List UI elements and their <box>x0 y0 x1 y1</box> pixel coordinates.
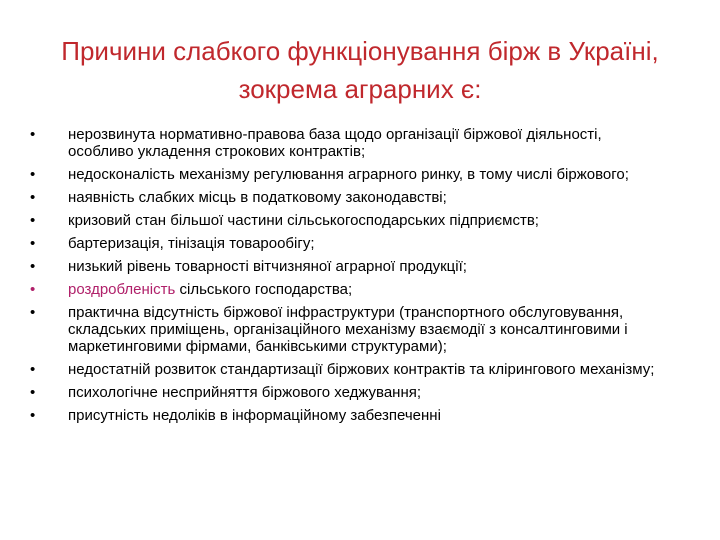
bullet-icon: • <box>30 235 36 252</box>
bullet-icon: • <box>30 126 36 143</box>
bullet-item <box>30 281 670 298</box>
bullet-text: недостатній розвиток стандартизації біржових контрактів та клірингового механізму; <box>68 361 655 378</box>
bullet-item <box>30 235 670 252</box>
bullet-text: практична відсутність біржової інфраструктури (транспортного обслуговування, складських приміщень, організаційного механізму взаємодії з консалтинговими і маркетинговими фірмами, банківськими структурами); <box>68 304 628 355</box>
bullet-text: сільського господарства; <box>175 281 353 298</box>
bullet-icon: • <box>30 281 36 298</box>
bullet-icon: • <box>30 258 36 275</box>
bullet-item <box>30 361 670 378</box>
bullet-icon: • <box>30 407 36 424</box>
bullet-text: наявність слабких місць в податковому законодавстві; <box>68 189 447 206</box>
bullet-item <box>30 189 670 206</box>
bullet-text: низький рівень товарності вітчизняної аграрної продукції; <box>68 258 467 275</box>
bullet-text: кризовий стан більшої частини сільськогосподарських підприємств; <box>68 212 539 229</box>
bullet-highlight: роздробленість <box>68 281 176 298</box>
bullet-item <box>30 212 670 229</box>
bullet-icon: • <box>30 189 36 206</box>
bullet-item <box>30 166 670 183</box>
bullet-icon: • <box>30 361 36 378</box>
bullet-item <box>30 304 670 355</box>
bullet-icon: • <box>30 212 36 229</box>
bullet-icon: • <box>30 304 36 321</box>
bullet-text: нерозвинута нормативно-правова база щодо організації біржової діяльності, особливо укладення строкових контрактів; <box>68 126 602 160</box>
bullet-icon: • <box>30 166 36 183</box>
bullet-text: бартеризація, тінізація товарообігу; <box>68 235 315 252</box>
bullet-list <box>30 126 670 430</box>
bullet-item <box>30 126 670 160</box>
bullet-text: присутність недоліків в інформаційному забезпеченні <box>68 407 441 424</box>
bullet-item <box>30 258 670 275</box>
bullet-item <box>30 384 670 401</box>
bullet-icon: • <box>30 384 36 401</box>
bullet-item <box>30 407 670 424</box>
slide-title: Причини слабкого функціонування бірж в Україні, зокрема аграрних є: <box>61 36 659 104</box>
bullet-text: недосконалість механізму регулювання аграрного ринку, в тому числі біржового; <box>68 166 629 183</box>
bullet-text: психологічне несприйняття біржового хеджування; <box>68 384 422 401</box>
